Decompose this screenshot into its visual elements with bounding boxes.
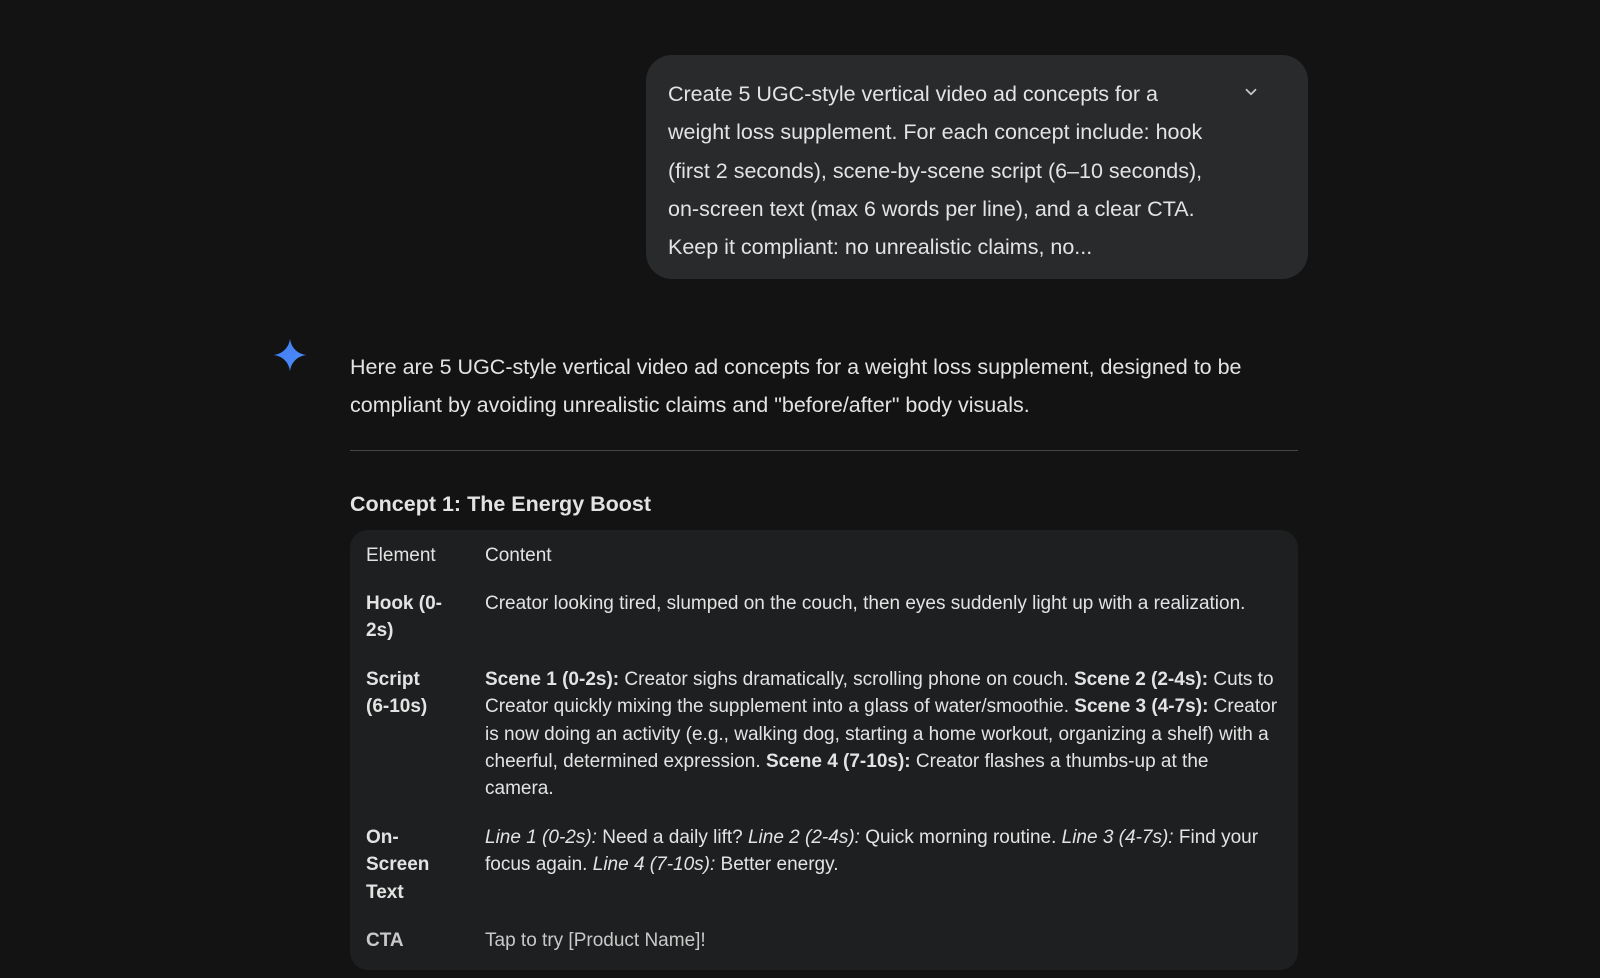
header-element: Element (366, 544, 436, 566)
model-response (350, 348, 1298, 970)
table-row (366, 590, 1282, 645)
line-label: Line 2 (2-4s): (747, 826, 860, 848)
label-line: Script (366, 668, 420, 690)
label-line: Screen (366, 854, 430, 876)
label-line: Text (366, 881, 404, 903)
user-prompt-line: (first 2 seconds), scene-by-scene script (6–10 seconds), (668, 158, 1203, 183)
concept-table (350, 530, 1298, 970)
scene-label: Scene 4 (7-10s): (765, 751, 911, 773)
user-prompt-line: Create 5 UGC-style vertical video ad concepts for a (668, 82, 1158, 106)
line-label: Line 4 (7-10s): (592, 854, 716, 876)
intro-line: Here are 5 UGC-style vertical video ad concepts for a weight loss supplement, designed to be (350, 355, 1242, 379)
scene-label: Scene 2 (2-4s): (1073, 668, 1209, 690)
row-content (485, 824, 1282, 906)
row-label (366, 666, 485, 803)
gemini-spark-icon (272, 337, 308, 373)
chevron-down-icon (1242, 83, 1260, 101)
scene-label: Scene 1 (0-2s): (485, 668, 620, 690)
scene-text: Cuts to Creator quickly mixing the supplement into a glass of water/smoothie. (485, 668, 1274, 718)
row-label (366, 824, 485, 906)
user-prompt-bubble (646, 55, 1308, 279)
label-line: On- (366, 826, 399, 848)
line-label: Line 1 (0-2s): (485, 826, 597, 848)
label-line: 2s) (366, 620, 394, 642)
header-content: Content (485, 544, 552, 566)
table-header-row (366, 542, 1282, 569)
row-content: Creator looking tired, slumped on the couch, then eyes suddenly light up with a realization. (485, 593, 1246, 614)
row-content (485, 666, 1282, 803)
line-text: Better energy. (715, 854, 839, 876)
divider (350, 450, 1298, 451)
label-line: (6-10s) (366, 696, 428, 718)
row-label (366, 590, 485, 645)
user-prompt-line: weight loss supplement. For each concept include: hook (668, 120, 1203, 145)
line-text: Find your focus again. (485, 826, 1259, 876)
row-content: Tap to try [Product Name]! (485, 930, 706, 952)
scene-text: Creator sighs dramatically, scrolling phone on couch. (619, 668, 1074, 690)
scene-text: Creator is now doing an activity (e.g., walking dog, starting a home workout, organizing a shelf) with a cheerful, determined expression. (485, 696, 1278, 773)
line-text: Need a daily lift? (596, 826, 748, 848)
line-text: Quick morning routine. (859, 826, 1062, 848)
response-intro (350, 348, 1298, 425)
concept-title: Concept 1: The Energy Boost (350, 491, 652, 516)
table-row (366, 666, 1282, 803)
expand-prompt-button[interactable] (1236, 77, 1266, 107)
label-line: Hook (0- (366, 593, 442, 614)
scene-text: Creator flashes a thumbs-up at the camera. (485, 751, 1209, 800)
table-row (366, 824, 1282, 906)
user-prompt-line: Keep it compliant: no unrealistic claims, no... (668, 235, 1093, 260)
user-prompt-line: on-screen text (max 6 words per line), and a clear CTA. (668, 196, 1195, 221)
line-label: Line 3 (4-7s): (1061, 826, 1174, 848)
table-row (366, 927, 1282, 954)
intro-line: compliant by avoiding unrealistic claims and "before/after" body visuals. (350, 393, 1030, 418)
row-label: CTA (366, 930, 404, 952)
scene-label: Scene 3 (4-7s): (1074, 696, 1209, 718)
